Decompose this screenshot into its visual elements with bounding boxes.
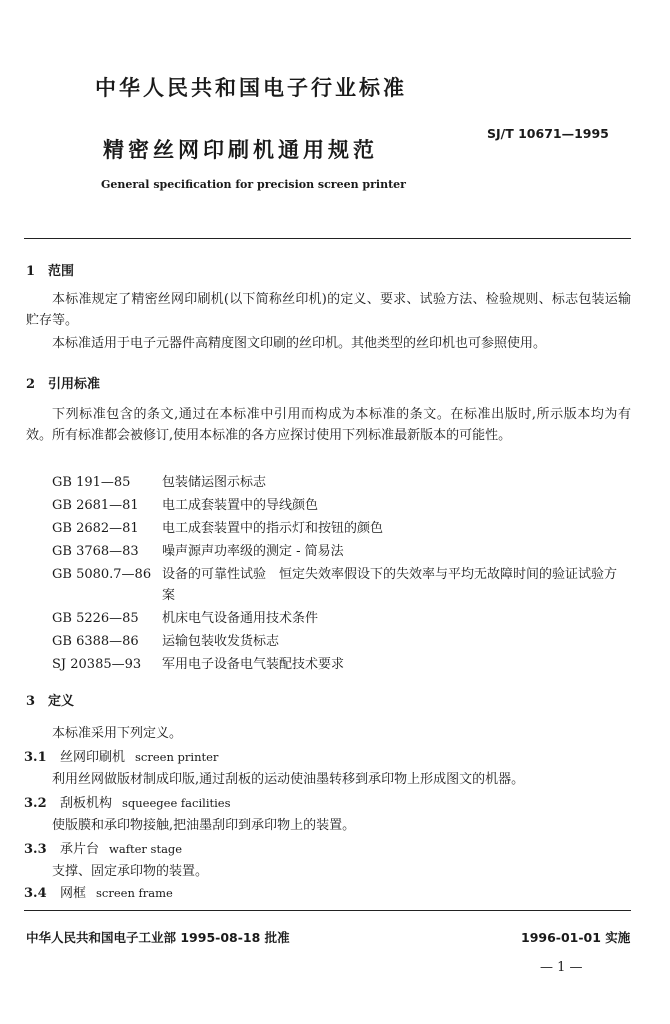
document-title: 精密丝网印刷机通用规范 bbox=[103, 138, 378, 162]
reference-title: 包装储运图示标志 bbox=[162, 475, 267, 490]
reference-title: 军用电子设备电气装配技术要求 bbox=[162, 657, 345, 672]
term-english: screen frame bbox=[96, 886, 173, 900]
reference-code: GB 3768—83 bbox=[52, 544, 139, 559]
section-number: 2 bbox=[26, 377, 36, 392]
definition-term bbox=[24, 882, 173, 901]
section-3-heading bbox=[26, 690, 74, 709]
definition-term bbox=[24, 746, 218, 765]
header-rule bbox=[24, 238, 631, 239]
term-chinese: 承片台 bbox=[60, 842, 100, 857]
section-1-paragraph-2: 本标准适用于电子元器件高精度图文印刷的丝印机。其他类型的丝印机也可参照使用。 bbox=[52, 336, 547, 351]
reference-item bbox=[52, 631, 632, 652]
reference-code: GB 6388—86 bbox=[52, 634, 139, 649]
definition-text: 使版膜和承印物接触,把油墨刮印到承印物上的装置。 bbox=[52, 818, 356, 833]
reference-title: 机床电气设备通用技术条件 bbox=[162, 611, 319, 626]
term-chinese: 刮板机构 bbox=[60, 796, 113, 811]
section-title: 定义 bbox=[48, 694, 75, 709]
reference-title: 电工成套装置中的导线颜色 bbox=[162, 498, 319, 513]
reference-code: GB 5080.7—86 bbox=[52, 567, 152, 582]
reference-item bbox=[52, 654, 632, 675]
footer-rule bbox=[24, 910, 631, 911]
section-title: 范围 bbox=[48, 264, 75, 279]
reference-code: GB 191—85 bbox=[52, 475, 131, 490]
section-3-intro: 本标准采用下列定义。 bbox=[52, 726, 183, 741]
section-number: 3 bbox=[26, 694, 36, 709]
reference-code: GB 2682—81 bbox=[52, 521, 139, 536]
section-2-intro: 下列标准包含的条文,通过在本标准中引用而构成为本标准的条文。在标准出版时,所示版本均为有效。所有标准都会被修订,使用本标准的各方应探讨使用下列标准最新版本的可能性。 bbox=[26, 407, 631, 443]
reference-item bbox=[52, 518, 632, 539]
section-number: 1 bbox=[26, 264, 36, 279]
reference-item bbox=[52, 472, 632, 493]
reference-code: GB 5226—85 bbox=[52, 611, 139, 626]
reference-title: 电工成套装置中的指示灯和按钮的颜色 bbox=[162, 521, 384, 536]
reference-item bbox=[52, 564, 632, 606]
section-1-heading bbox=[26, 260, 74, 279]
reference-item bbox=[52, 608, 632, 629]
section-title: 引用标准 bbox=[48, 377, 101, 392]
section-1-paragraph-1: 本标准规定了精密丝网印刷机(以下简称丝印机)的定义、要求、试验方法、检验规则、标志包装运输贮存等。 bbox=[26, 292, 631, 328]
reference-item bbox=[52, 541, 632, 562]
definition-term bbox=[24, 838, 182, 857]
reference-code: GB 2681—81 bbox=[52, 498, 139, 513]
definition-text: 利用丝网做版材制成印版,通过刮板的运动使油墨转移到承印物上形成图文的机器。 bbox=[52, 772, 525, 787]
reference-title: 运输包装收发货标志 bbox=[162, 634, 280, 649]
reference-item bbox=[52, 495, 632, 516]
definition-number: 3.4 bbox=[24, 886, 47, 901]
approval-note: 中华人民共和国电子工业部 1995-08-18 批准 bbox=[26, 930, 290, 945]
definition-number: 3.3 bbox=[24, 842, 47, 857]
definition-number: 3.1 bbox=[24, 750, 47, 765]
definition-number: 3.2 bbox=[24, 796, 47, 811]
term-english: screen printer bbox=[135, 750, 219, 764]
reference-code: SJ 20385—93 bbox=[52, 657, 142, 672]
industry-standard-heading: 中华人民共和国电子行业标准 bbox=[95, 76, 407, 100]
effective-date: 1996-01-01 实施 bbox=[521, 930, 631, 945]
term-english: squeegee facilities bbox=[122, 796, 231, 810]
term-chinese: 网框 bbox=[60, 886, 87, 901]
term-chinese: 丝网印刷机 bbox=[60, 750, 126, 765]
term-english: wafter stage bbox=[109, 842, 183, 856]
section-2-heading bbox=[26, 373, 100, 392]
standard-number: SJ/T 10671—1995 bbox=[487, 126, 609, 141]
page-number: — 1 — bbox=[540, 960, 583, 975]
definition-term bbox=[24, 792, 231, 811]
reference-title: 设备的可靠性试验 恒定失效率假设下的失效率与平均无故障时间的验证试验方案 bbox=[162, 567, 618, 603]
english-title: General specification for precision screen printer bbox=[101, 178, 406, 191]
definition-text: 支撑、固定承印物的装置。 bbox=[52, 864, 209, 879]
reference-title: 噪声源声功率级的测定 - 简易法 bbox=[162, 544, 344, 559]
